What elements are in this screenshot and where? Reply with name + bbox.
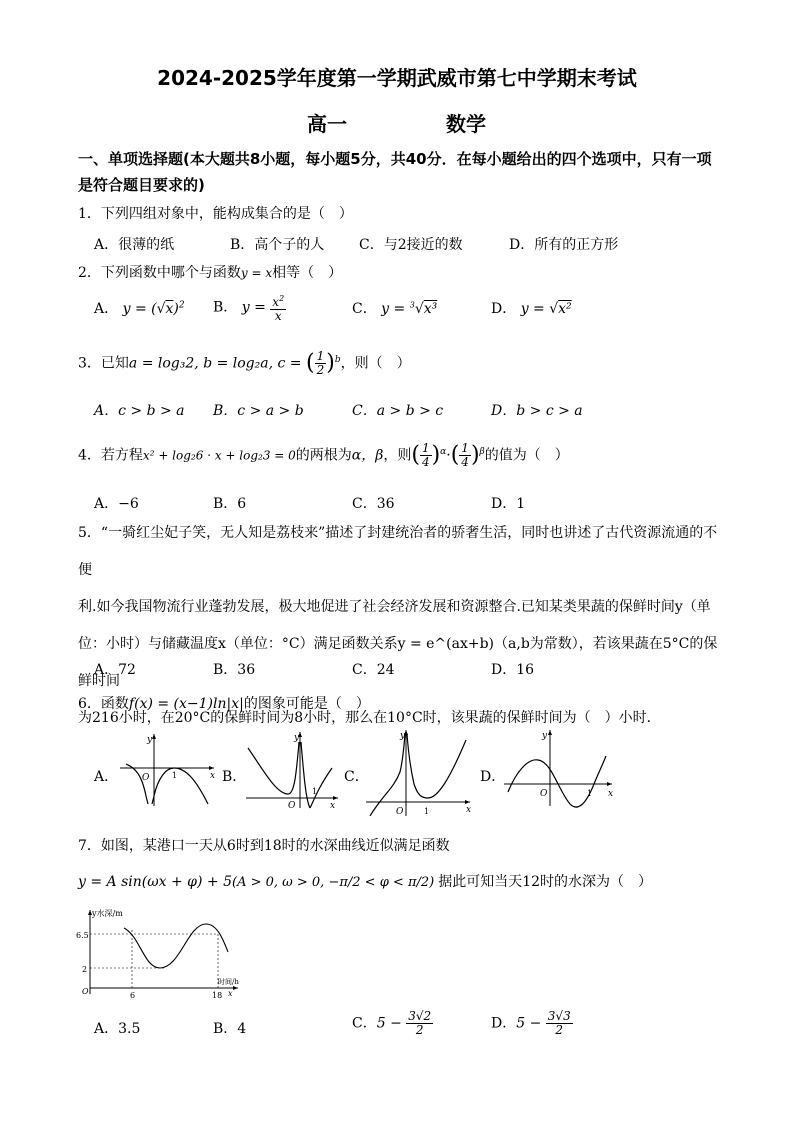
tick-one: 1 <box>312 787 318 796</box>
origin-label: O <box>288 801 296 810</box>
q7-option-c: C．5 − $\frac{3√2}{2}$ <box>352 1009 432 1037</box>
q6-graph-a <box>114 730 218 810</box>
q6-graph-b <box>242 728 342 810</box>
q3-option-d: D．b > c > a <box>491 403 583 419</box>
q6-graph-c <box>362 726 474 818</box>
q3-option-b: B．c > a > b <box>213 403 304 419</box>
q7-option-b: B．4 <box>213 1021 247 1037</box>
q5-option-b: B．36 <box>213 662 256 678</box>
q3-option-a: A．c > b > a <box>94 403 185 419</box>
q4-equation: x² + log₂6 · x + log₂3 = 0 <box>142 448 296 463</box>
q7-function: y = A sin(ωx + φ) + 5 <box>78 874 232 890</box>
q5-line: 利.如今我国物流行业蓬勃发展，极大地促进了社会经济发展和资源整合.已知某类果蔬的保鲜时间y（单 <box>78 599 711 615</box>
axis-x-label: x <box>466 805 472 815</box>
q6-option-a-label: A． <box>94 769 119 785</box>
question-2-stem <box>78 263 342 283</box>
axis-x-label: x <box>330 801 336 810</box>
q2-stem-math: y = x <box>240 266 273 280</box>
tick-one: 1 <box>587 789 593 798</box>
axis-x-label: x <box>608 789 614 799</box>
q6-option-c-label: C． <box>344 769 369 785</box>
q2-option-b: B． y = $\frac{x^2}{x}$ <box>213 294 285 323</box>
q2-stem-post: 相等（ ） <box>272 265 343 281</box>
subject-label: 数学 <box>446 112 486 136</box>
q1-option-a: A．很薄的纸 <box>94 237 175 253</box>
q5-line: 位：小时）与储藏温度x（单位：°C）满足函数关系y = e^(ax+b)（a,b为常数），若该果蔬在5°C的保鲜时间 <box>78 636 718 689</box>
q5-option-c: C．24 <box>352 662 395 678</box>
q2-option-a: A． $y = (√x)^2$ <box>94 300 185 317</box>
axis-y-label: y <box>542 731 548 741</box>
q4-option-c: C．36 <box>352 496 395 512</box>
q5-line: 5．“一骑红尘妃子笑，无人知是荔枝来”描述了封建统治者的骄奢生活，同时也讲述了古代资源流通的不便 <box>78 525 718 578</box>
tick-one: 1 <box>172 771 178 780</box>
q5-line: 为216小时，在20°C的保鲜时间为8小时，那么在10°C时，该果蔬的保鲜时间为（ ）小时. <box>78 710 652 726</box>
q5-option-a: A．72 <box>94 662 136 678</box>
tick-one: 1 <box>424 807 430 816</box>
question-1-stem: 1．下列四组对象中，能构成集合的是（ ） <box>78 206 353 222</box>
axis-y-label: y <box>147 735 153 745</box>
graph-y-low: 2 <box>82 965 88 974</box>
q3-stem-math: a = log₃2, b = log₂a, c = <box>128 355 306 372</box>
q2-option-c: C． y = $^3$√x³ <box>352 300 438 317</box>
graph-ylabel: y水深/m <box>92 909 123 918</box>
q6-function: f(x) = (x−1)ln|x| <box>128 696 244 712</box>
q2-stem-pre: 2．下列函数中哪个与函数 <box>78 265 241 281</box>
graph-origin: O <box>82 987 89 996</box>
axis-x-label: x <box>210 771 216 781</box>
exam-title: 2024-2025学年度第一学期武威市第七中学期末考试 <box>157 66 637 90</box>
grade-label: 高一 <box>307 112 347 136</box>
graph-xlabel: 时间/h <box>218 978 239 986</box>
question-4-stem: 4．若方程x² + log₂6 · x + log₂3 = 0的两根为α，β，则( $\frac{1}{4}$ )$^\alpha$·( $\frac{1}{4}$ )$^\beta$的值为（ ） <box>78 441 569 470</box>
q7-conditions: (A > 0, ω > 0, −π/2 < φ < π/2) <box>232 875 435 890</box>
section-heading: 一、单项选择题(本大题共8小题，每小题5分，共40分．在每小题给出的四个选项中，只有一项是符合题目要求的) <box>78 150 712 194</box>
q7-depth-graph <box>76 906 246 998</box>
q7-option-d: D．5 − $\frac{3√3}{2}$ <box>491 1009 571 1037</box>
axis-y-label: y <box>294 733 300 743</box>
q7-option-a: A．3.5 <box>94 1021 141 1037</box>
question-3-stem: 3．已知a = log₃2, b = log₂a, c = ( $\frac{1}{2}$ )$^b$，则（ ） <box>78 349 411 378</box>
origin-label: O <box>396 807 404 817</box>
q4-option-b: B．6 <box>213 496 247 512</box>
q5-option-d: D．16 <box>491 662 535 678</box>
q2-option-d: D． y = √x² <box>491 301 572 317</box>
graph-x-six: 6 <box>130 991 136 998</box>
origin-label: O <box>142 773 150 783</box>
question-6-stem: 6．函数f(x) = (x−1)ln|x|的图象可能是（ ） <box>78 696 370 712</box>
q1-option-b: B．高个子的人 <box>230 237 325 253</box>
q6-graph-d <box>500 726 616 812</box>
q4-option-d: D．1 <box>491 496 526 512</box>
q6-option-d-label: D． <box>480 769 506 785</box>
question-7-line1: 7．如图，某港口一天从6时到18时的水深曲线近似满足函数 <box>78 838 450 854</box>
q3-option-c: C．a > b > c <box>352 403 444 419</box>
q6-option-b-label: B． <box>222 769 247 785</box>
q4-option-a: A．−6 <box>94 496 139 512</box>
graph-x-eighteen: 18 <box>212 991 223 998</box>
origin-label: O <box>540 789 548 799</box>
q1-option-c: C．与2接近的数 <box>359 237 463 253</box>
question-7-line2: y = A sin(ωx + φ) + 5(A > 0, ω > 0, −π/2 < φ < π/2) 据此可知当天12时的水深为（ ） <box>78 874 653 890</box>
axis-y-label: y <box>400 731 406 741</box>
graph-x-axis: x <box>228 989 233 998</box>
graph-y-high: 6.5 <box>76 931 89 940</box>
q1-option-d: D．所有的正方形 <box>509 237 619 253</box>
